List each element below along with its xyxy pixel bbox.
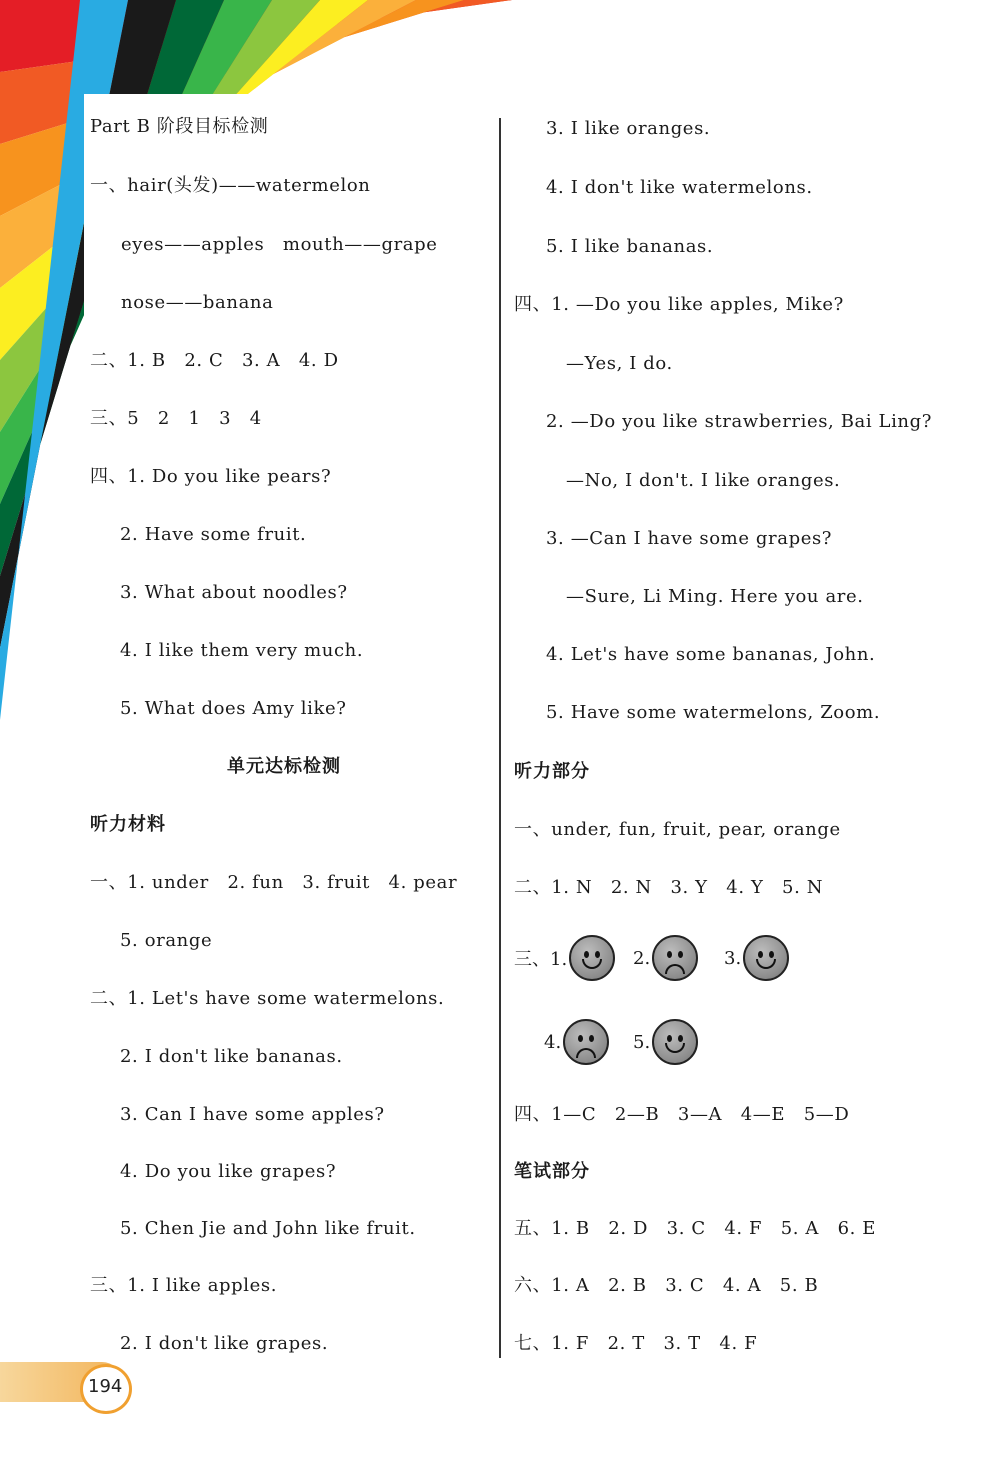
answer-line: 4. I like them very much.	[120, 640, 364, 661]
answer-line: 4. I don't like watermelons.	[546, 177, 813, 198]
section-heading: 单元达标检测	[227, 756, 341, 777]
answer-page	[84, 94, 1000, 1478]
face-answer	[633, 1019, 698, 1065]
smiley-face-icon	[569, 935, 615, 981]
sad-face-icon	[652, 935, 698, 981]
page-number: 194	[88, 1376, 123, 1397]
answer-line: —No, I don't. I like oranges.	[566, 470, 841, 491]
answer-line: 六、1. A 2. B 3. C 4. A 5. B	[514, 1275, 819, 1296]
answer-line: —Sure, Li Ming. Here you are.	[566, 586, 864, 607]
face-label: 5.	[633, 1031, 651, 1053]
answer-line: 三、1. I like apples.	[90, 1275, 278, 1296]
answer-line: 3. —Can I have some grapes?	[546, 528, 833, 549]
column-divider	[499, 118, 501, 1358]
section-heading: 听力部分	[514, 761, 590, 782]
answer-line: 二、1. B 2. C 3. A 4. D	[90, 350, 339, 371]
answer-line: 5. What does Amy like?	[120, 698, 347, 719]
smiley-face-icon	[743, 935, 789, 981]
answer-line: 3. I like oranges.	[546, 118, 711, 139]
answer-line: 5. orange	[120, 930, 213, 951]
answer-line: 4. Let's have some bananas, John.	[546, 644, 876, 665]
answer-line: 二、1. N 2. N 3. Y 4. Y 5. N	[514, 877, 824, 898]
smiley-face-icon	[652, 1019, 698, 1065]
section-heading: 听力材料	[90, 814, 166, 835]
answer-line: 3. What about noodles?	[120, 582, 348, 603]
answer-line: 四、1—C 2—B 3—A 4—E 5—D	[514, 1104, 850, 1125]
answer-line: —Yes, I do.	[566, 353, 673, 374]
face-label: 3.	[724, 947, 742, 969]
answer-line: eyes——apples mouth——grape	[121, 234, 438, 255]
section-heading: 笔试部分	[514, 1161, 590, 1182]
answer-line: 2. Have some fruit.	[120, 524, 307, 545]
face-answer	[724, 935, 789, 981]
answer-line: 2. —Do you like strawberries, Bai Ling?	[546, 411, 933, 432]
answer-line: 一、1. under 2. fun 3. fruit 4. pear	[90, 872, 458, 893]
face-answer	[514, 935, 615, 981]
answer-line: 四、1. —Do you like apples, Mike?	[514, 294, 844, 315]
answer-line: nose——banana	[121, 292, 274, 313]
answer-line: 一、hair(头发)——watermelon	[90, 175, 371, 196]
answer-line: 四、1. Do you like pears?	[90, 466, 332, 487]
face-answer	[633, 935, 698, 981]
page-number-tab	[0, 1362, 136, 1416]
answer-line: 一、under, fun, fruit, pear, orange	[514, 819, 841, 840]
answer-line: 二、1. Let's have some watermelons.	[90, 988, 445, 1009]
face-answer	[544, 1019, 609, 1065]
face-label: 2.	[633, 947, 651, 969]
answer-line: 5. Chen Jie and John like fruit.	[120, 1218, 416, 1239]
answer-line: 3. Can I have some apples?	[120, 1104, 385, 1125]
section-heading: Part B 阶段目标检测	[90, 116, 269, 137]
face-label: 4.	[544, 1031, 562, 1053]
answer-line: 5. I like bananas.	[546, 236, 714, 257]
answer-line: 五、1. B 2. D 3. C 4. F 5. A 6. E	[514, 1218, 877, 1239]
face-label: 三、1.	[514, 949, 568, 970]
sad-face-icon	[563, 1019, 609, 1065]
answer-line: 三、5 2 1 3 4	[90, 408, 262, 429]
answer-line: 4. Do you like grapes?	[120, 1161, 337, 1182]
answer-line: 2. I don't like bananas.	[120, 1046, 343, 1067]
answer-line: 七、1. F 2. T 3. T 4. F	[514, 1333, 758, 1354]
answer-line: 5. Have some watermelons, Zoom.	[546, 702, 881, 723]
answer-line: 2. I don't like grapes.	[120, 1333, 329, 1354]
